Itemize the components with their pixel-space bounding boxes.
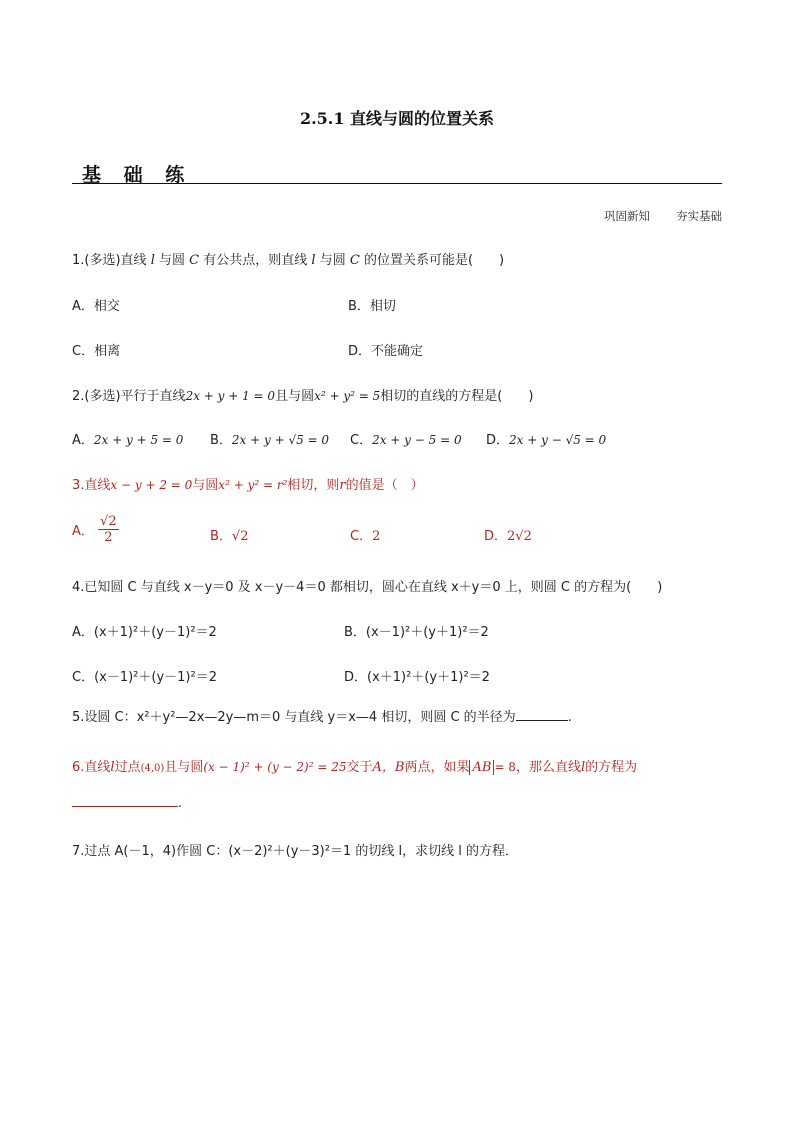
question-3: 3.直线x − y + 2 = 0与圆x² + y² = r²相切，则r的值是（ ） bbox=[72, 478, 424, 493]
section-divider bbox=[72, 183, 722, 184]
q1-option-b: B．相切 bbox=[348, 299, 396, 314]
q3-option-d: D．2√2 bbox=[484, 529, 532, 544]
question-1: 1.(多选)直线 l 与圆 C 有公共点，则直线 l 与圆 C 的位置关系可能是( ) bbox=[72, 253, 505, 268]
q6-answer-line: . bbox=[72, 794, 182, 811]
page-title: 2.5.1 直线与圆的位置关系 bbox=[299, 109, 495, 128]
q4-option-d: D．(x＋1)²＋(y＋1)²＝2 bbox=[344, 670, 490, 685]
question-2: 2.(多选)平行于直线2x + y + 1 = 0且与圆x² + y² = 5相切的直线的方程是( ) bbox=[72, 389, 534, 404]
question-6: 6.直线l过点(4,0)且与圆(x − 1)² + (y − 2)² = 25交于A，B两点，如果 AB = 8，那么直线l的方程为 bbox=[72, 760, 638, 775]
question-7: 7.过点 A(－1，4)作圆 C：(x－2)²＋(y－3)²＝1 的切线 l，求切线 l 的方程． bbox=[72, 844, 518, 859]
q3-option-c: C．2 bbox=[350, 529, 381, 544]
q2-option-b: B．2x + y + √5 = 0 bbox=[210, 433, 330, 448]
tag-consolidate: 巩固新知 bbox=[604, 209, 650, 223]
q5-answer-blank[interactable] bbox=[516, 708, 568, 721]
question-4: 4.已知圆 C 与直线 x－y＝0 及 x－y－4＝0 都相切，圆心在直线 x＋y＝0 上，则圆 C 的方程为( ) bbox=[72, 580, 663, 595]
question-5: 5.设圆 C：x²＋y²—2x—2y—m＝0 与直线 y＝x—4 相切，则圆 C 的半径为 . bbox=[72, 710, 572, 725]
q3-fraction: $\frac{√2}{2}$ bbox=[100, 514, 117, 545]
section-heading: 基 础 练 bbox=[82, 164, 193, 186]
q2-option-c: C．2x + y − 5 = 0 bbox=[350, 433, 462, 448]
q2-option-d: D．2x + y − √5 = 0 bbox=[486, 433, 607, 448]
q4-option-c: C．(x－1)²＋(y－1)²＝2 bbox=[72, 670, 217, 685]
q1-option-c: C．相离 bbox=[72, 344, 121, 359]
q2-option-a: A．2x + y + 5 = 0 bbox=[72, 433, 184, 448]
q4-option-b: B．(x－1)²＋(y＋1)²＝2 bbox=[344, 625, 489, 640]
q6-answer-blank[interactable] bbox=[72, 794, 178, 807]
tag-foundation: 夯实基础 bbox=[676, 209, 722, 223]
q1-option-d: D．不能确定 bbox=[348, 344, 424, 359]
section-tags bbox=[578, 208, 722, 224]
q4-option-a: A．(x＋1)²＋(y－1)²＝2 bbox=[72, 625, 217, 640]
q1-option-a: A．相交 bbox=[72, 299, 120, 314]
q3-option-a: A． $\frac{√2}{2}$ bbox=[72, 514, 117, 545]
q3-option-b: B．√2 bbox=[210, 529, 249, 544]
